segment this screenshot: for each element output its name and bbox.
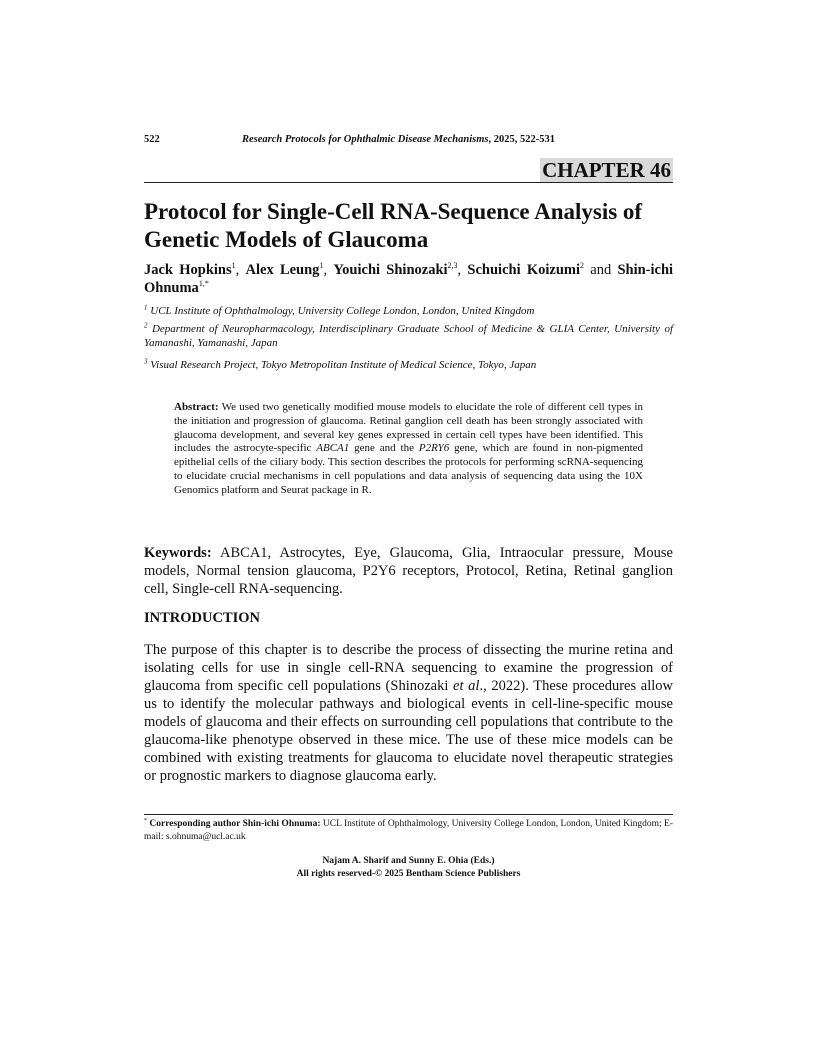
author-name: Schuichi Koizumi bbox=[467, 262, 581, 278]
author-name: Shin-ichi Ohnuma bbox=[144, 262, 674, 296]
corresponding-author-footnote bbox=[144, 818, 673, 843]
introduction-text: ., 2022). These procedures allow us to identify the molecular pathways and biological events in cell-line-specific mouse models of glaucoma and their effects on surrounding cell populations that contribute to the glaucoma-like phenotype observed in these mice. The use of these mice models can be combined with existing treatments for glaucoma to elucidate novel therapeutic strategies or prognostic markers to diagnose glaucoma early. bbox=[144, 678, 674, 784]
author-affiliation-mark: 1 bbox=[231, 261, 236, 271]
copyright-line: All rights reserved-© 2025 Bentham Science Publishers bbox=[296, 868, 521, 879]
affiliation-text: Department of Neuropharmacology, Interdisciplinary Graduate School of Medicine & GLIA Center, University of Yamanashi, Yamanashi, Japan bbox=[144, 323, 673, 349]
editors-line: Najam A. Sharif and Sunny E. Ohia (Eds.) bbox=[322, 856, 495, 866]
journal-citation bbox=[242, 134, 555, 145]
author-name: Alex Leung bbox=[245, 262, 320, 278]
affiliation-mark: 2 bbox=[144, 321, 148, 330]
affiliation-text: UCL Institute of Ophthalmology, University College London, London, United Kingdom bbox=[150, 305, 535, 317]
affiliation-mark: 3 bbox=[144, 357, 148, 366]
introduction-text: The purpose of this chapter is to describe the process of dissecting the murine retina and isolating cells for use in single cell-RNA sequencing to examine the progression of glaucoma from specific cell populations (Shinozaki bbox=[144, 642, 673, 694]
author-affiliation-mark: 1 bbox=[319, 261, 324, 271]
affiliation-mark: 1 bbox=[144, 303, 148, 312]
author-affiliation-mark: 2 bbox=[580, 261, 585, 271]
abstract-text: We used two genetically modified mouse models to elucidate the role of different cell types in the initiation and progression of glaucoma. Retinal ganglion cell death has been strongly associated with glaucoma development, and several key genes expressed in certain cell types have been identified. This includes the astrocyte-specific bbox=[174, 401, 643, 455]
footnote-label: Corresponding author Shin-ichi Ohnuma: bbox=[149, 819, 321, 829]
affiliation bbox=[144, 322, 673, 350]
abstract-text: gene and the bbox=[354, 442, 414, 455]
author-conjunction: and bbox=[590, 262, 612, 278]
publisher-block bbox=[144, 855, 673, 880]
gene-name: ABCA1 bbox=[316, 442, 350, 455]
chapter-bar bbox=[144, 158, 673, 183]
chapter-label: CHAPTER 46 bbox=[542, 158, 671, 182]
page-number: 522 bbox=[144, 134, 160, 145]
affiliation bbox=[144, 304, 673, 318]
author-name: Jack Hopkins bbox=[144, 262, 232, 278]
journal-volume-pages: , 2025, 522-531 bbox=[488, 134, 555, 145]
citation-et-al: et al bbox=[453, 678, 480, 694]
affiliation-text: Visual Research Project, Tokyo Metropolitan Institute of Medical Science, Tokyo, Japan bbox=[150, 359, 537, 371]
keywords-label: Keywords: bbox=[144, 545, 212, 561]
gene-name: P2RY6 bbox=[418, 442, 450, 455]
footnote-text: UCL Institute of Ophthalmology, University College London, London, United Kingdom; E-mail: s.ohnuma@ucl.ac.uk bbox=[144, 819, 674, 842]
abstract-text: gene, which are found in non-pigmented epithelial cells of the ciliary body. This section describes the protocols for performing scRNA-sequencing to elucidate crucial mechanisms in cell populations and data analysis of sequencing data using the 10X Genomics platform and Seurat package in R. bbox=[174, 442, 644, 496]
journal-title: Research Protocols for Ophthalmic Disease Mechanisms bbox=[242, 134, 489, 145]
article-title: Protocol for Single-Cell RNA-Sequence Analysis of Genetic Models of Glaucoma bbox=[144, 199, 643, 252]
affiliation bbox=[144, 358, 673, 372]
section-heading-introduction: INTRODUCTION bbox=[144, 610, 261, 626]
introduction-paragraph bbox=[144, 641, 673, 785]
author-name: Youichi Shinozaki bbox=[333, 262, 448, 278]
footnote-divider bbox=[144, 814, 673, 815]
abstract-label: Abstract: bbox=[174, 401, 219, 413]
abstract bbox=[174, 401, 643, 498]
author-list: Jack Hopkins$^1$, Alex Leung$^1$, Youichi Shinozaki$^{2,3}$, Schuichi Koizumi$^2$ and Shin-ichi Ohnuma$^{1,*}$ bbox=[144, 261, 674, 296]
author-affiliation-mark: 2,3 bbox=[447, 261, 458, 271]
author-affiliation-mark: 1,* bbox=[198, 279, 209, 289]
footnote-mark: * bbox=[144, 817, 147, 824]
keywords-text: ABCA1, Astrocytes, Eye, Glaucoma, Glia, Intraocular pressure, Mouse models, Normal tension glaucoma, P2Y6 receptors, Protocol, Retina, Retinal ganglion cell, Single-cell RNA-sequencing. bbox=[144, 545, 673, 597]
keywords bbox=[144, 544, 673, 598]
